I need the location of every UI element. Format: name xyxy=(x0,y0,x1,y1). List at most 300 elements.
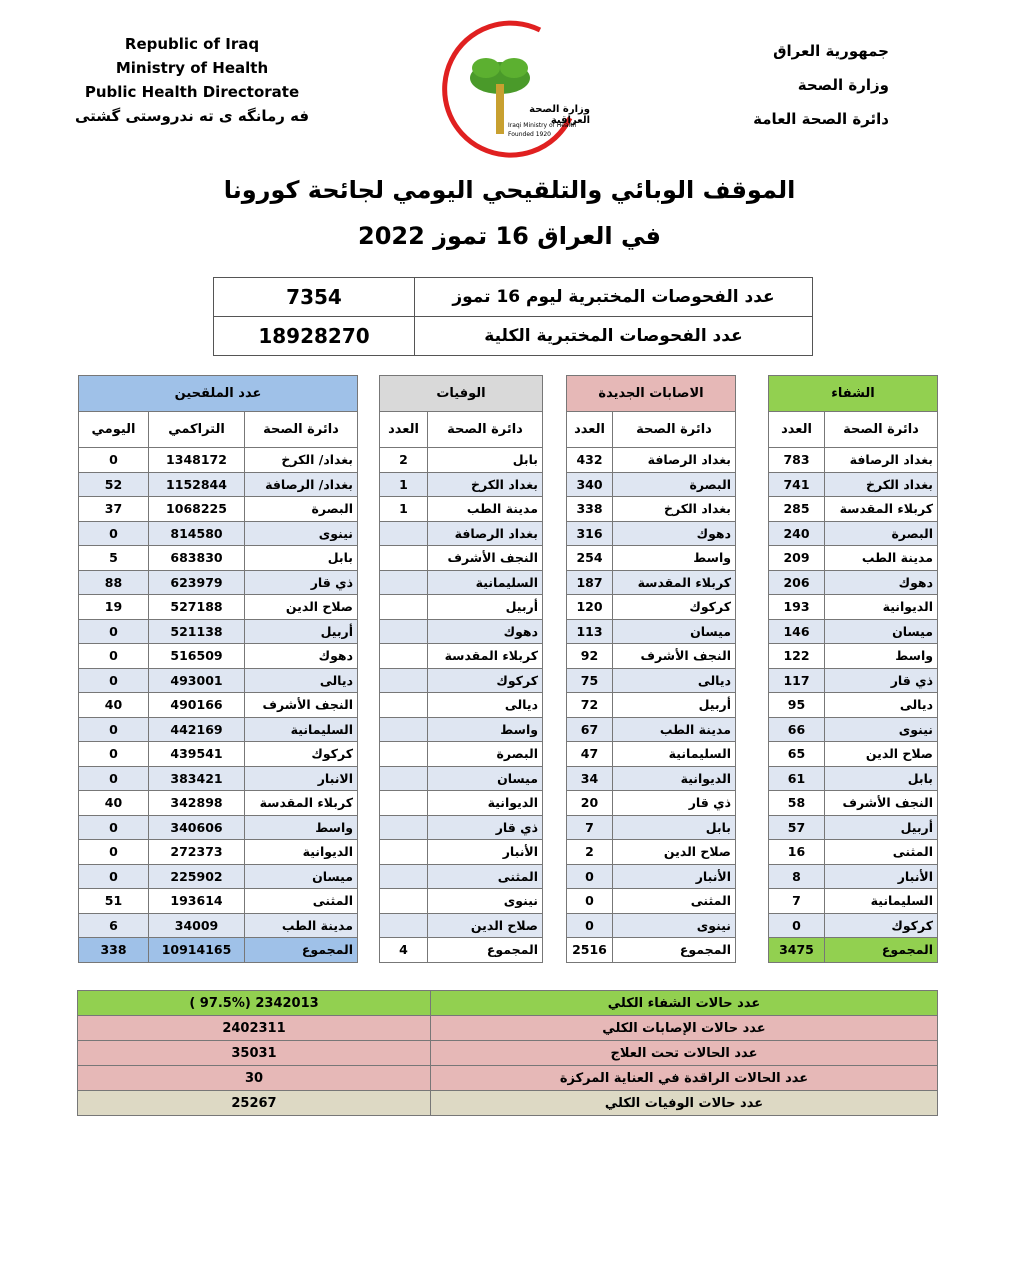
table-row xyxy=(567,840,736,865)
table-row xyxy=(380,717,543,742)
table-row xyxy=(79,668,358,693)
dept-cell: أربيل xyxy=(825,815,938,840)
count-cell: 0 xyxy=(567,913,613,938)
dept-cell: ديالى xyxy=(428,693,543,718)
logo-english: Iraqi Ministry of Health xyxy=(508,122,577,129)
count-cell: 7 xyxy=(769,889,825,914)
count-cell: 1 xyxy=(380,497,428,522)
table-row xyxy=(79,889,358,914)
count-cell: 783 xyxy=(769,448,825,473)
daily-cell: 5 xyxy=(79,546,149,571)
col-count: العدد xyxy=(380,412,428,448)
count-cell: 61 xyxy=(769,766,825,791)
table-row xyxy=(769,521,938,546)
dept-cell: صلاح الدين xyxy=(613,840,736,865)
col-count: العدد xyxy=(567,412,613,448)
count-cell: 122 xyxy=(769,644,825,669)
summary-value: 25267 xyxy=(78,1091,431,1116)
table-row xyxy=(380,619,543,644)
cases-total-value: 2516 xyxy=(567,938,613,963)
deaths-total-value: 4 xyxy=(380,938,428,963)
dept-cell: دهوك xyxy=(613,521,736,546)
table-row xyxy=(79,619,358,644)
daily-tests-label: عدد الفحوصات المختبرية ليوم 16 تموز xyxy=(415,278,813,317)
table-row xyxy=(79,864,358,889)
dept-cell: بغداد الكرخ xyxy=(825,472,938,497)
table-row xyxy=(769,644,938,669)
dept-cell: بغداد الرصافة xyxy=(613,448,736,473)
table-row xyxy=(380,570,543,595)
summary-row xyxy=(78,1041,938,1066)
dept-cell: كركوك xyxy=(428,668,543,693)
vaccinated-total-cum: 10914165 xyxy=(149,938,245,963)
daily-cell: 0 xyxy=(79,668,149,693)
col-count: العدد xyxy=(769,412,825,448)
table-row xyxy=(769,815,938,840)
table-row xyxy=(567,448,736,473)
count-cell: 7 xyxy=(567,815,613,840)
cumulative-cell: 521138 xyxy=(149,619,245,644)
summary-row xyxy=(78,1091,938,1116)
table-row xyxy=(769,791,938,816)
dept-cell: ديالى xyxy=(825,693,938,718)
vaccinated-title: عدد الملقحين xyxy=(79,376,358,412)
table-row xyxy=(380,815,543,840)
table-row xyxy=(380,448,543,473)
dept-cell: دهوك xyxy=(825,570,938,595)
dept-cell: المثنى xyxy=(245,889,358,914)
daily-cell: 19 xyxy=(79,595,149,620)
cumulative-cell: 442169 xyxy=(149,717,245,742)
count-cell xyxy=(380,668,428,693)
dept-cell: كربلاء المقدسة xyxy=(613,570,736,595)
dept-cell: بابل xyxy=(825,766,938,791)
dept-cell: كربلاء المقدسة xyxy=(825,497,938,522)
daily-cell: 0 xyxy=(79,840,149,865)
table-row xyxy=(769,595,938,620)
cumulative-cell: 340606 xyxy=(149,815,245,840)
tests-table xyxy=(213,277,813,356)
table-row xyxy=(79,815,358,840)
count-cell: 67 xyxy=(567,717,613,742)
table-row xyxy=(380,766,543,791)
daily-cell: 0 xyxy=(79,619,149,644)
table-row xyxy=(380,472,543,497)
daily-cell: 40 xyxy=(79,791,149,816)
count-cell: 340 xyxy=(567,472,613,497)
count-cell: 34 xyxy=(567,766,613,791)
page-title: الموقف الوبائي والتلقيحي اليومي لجائحة كورونا xyxy=(223,176,796,204)
count-cell xyxy=(380,766,428,791)
daily-cell: 0 xyxy=(79,864,149,889)
daily-cell: 0 xyxy=(79,815,149,840)
dept-cell: كربلاء المقدسة xyxy=(245,791,358,816)
table-row xyxy=(79,840,358,865)
table-row xyxy=(567,693,736,718)
table-row xyxy=(567,644,736,669)
summary-label: عدد حالات الوفيات الكلي xyxy=(431,1091,938,1116)
dept-cell: بغداد الرصافة xyxy=(825,448,938,473)
cumulative-cell: 439541 xyxy=(149,742,245,767)
count-cell: 0 xyxy=(567,889,613,914)
table-row xyxy=(769,448,938,473)
dept-cell: الديوانية xyxy=(428,791,543,816)
count-cell: 316 xyxy=(567,521,613,546)
dept-cell: صلاح الدين xyxy=(825,742,938,767)
cases-total-label: المجموع xyxy=(613,938,736,963)
dept-cell: الأنبار xyxy=(428,840,543,865)
cumulative-cell: 683830 xyxy=(149,546,245,571)
dept-cell: مدينة الطب xyxy=(825,546,938,571)
count-cell: 432 xyxy=(567,448,613,473)
summary-label: عدد الحالات الراقدة في العناية المركزة xyxy=(431,1066,938,1091)
count-cell xyxy=(380,546,428,571)
table-row xyxy=(567,717,736,742)
col-cum: التراكمي xyxy=(149,412,245,448)
table-row xyxy=(79,766,358,791)
table-row xyxy=(79,472,358,497)
dept-cell: بابل xyxy=(245,546,358,571)
deaths-title: الوفيات xyxy=(380,376,543,412)
daily-cell: 0 xyxy=(79,717,149,742)
table-row xyxy=(567,864,736,889)
table-row xyxy=(79,497,358,522)
count-cell: 193 xyxy=(769,595,825,620)
table-row xyxy=(567,913,736,938)
count-cell: 66 xyxy=(769,717,825,742)
recovery-title: الشفاء xyxy=(769,376,938,412)
daily-cell: 0 xyxy=(79,742,149,767)
dept-cell: النجف الأشرف xyxy=(245,693,358,718)
summary-label: عدد حالات الإصابات الكلي xyxy=(431,1016,938,1041)
dept-cell: ميسان xyxy=(825,619,938,644)
dept-cell: بغداد/ الرصافة xyxy=(245,472,358,497)
table-row xyxy=(79,448,358,473)
table-row xyxy=(769,472,938,497)
dept-cell: نينوى xyxy=(613,913,736,938)
table-row xyxy=(567,791,736,816)
english-line: Republic of Iraq xyxy=(124,35,260,53)
recovery-total-label: المجموع xyxy=(825,938,938,963)
cumulative-cell: 1068225 xyxy=(149,497,245,522)
count-cell: 285 xyxy=(769,497,825,522)
count-cell xyxy=(380,815,428,840)
table-row xyxy=(769,717,938,742)
dept-cell: الديوانية xyxy=(825,595,938,620)
dept-cell: ذي قار xyxy=(613,791,736,816)
deaths-table xyxy=(379,375,543,963)
table-row xyxy=(769,570,938,595)
daily-cell: 6 xyxy=(79,913,149,938)
dept-cell: البصرة xyxy=(825,521,938,546)
table-row xyxy=(79,570,358,595)
count-cell: 187 xyxy=(567,570,613,595)
cumulative-cell: 623979 xyxy=(149,570,245,595)
dept-cell: بغداد الرصافة xyxy=(428,521,543,546)
daily-cell: 51 xyxy=(79,889,149,914)
logo-founded: Founded 1920 xyxy=(508,131,551,138)
dept-cell: نينوى xyxy=(428,889,543,914)
col-dept: دائرة الصحة xyxy=(613,412,736,448)
recovery-table xyxy=(768,375,938,963)
dept-cell: ذي قار xyxy=(825,668,938,693)
dept-cell: ديالى xyxy=(245,668,358,693)
table-row xyxy=(79,742,358,767)
summary-row xyxy=(78,1016,938,1041)
table-row xyxy=(380,693,543,718)
dept-cell: نينوى xyxy=(245,521,358,546)
table-row xyxy=(567,472,736,497)
col-dept: دائرة الصحة xyxy=(428,412,543,448)
count-cell: 2 xyxy=(567,840,613,865)
table-row xyxy=(79,546,358,571)
count-cell: 120 xyxy=(567,595,613,620)
count-cell xyxy=(380,644,428,669)
table-row xyxy=(769,913,938,938)
dept-cell: البصرة xyxy=(245,497,358,522)
dept-cell: بغداد الكرخ xyxy=(428,472,543,497)
count-cell: 65 xyxy=(769,742,825,767)
table-row xyxy=(380,864,543,889)
cumulative-cell: 490166 xyxy=(149,693,245,718)
ministry-logo xyxy=(430,18,590,158)
dept-cell: نينوى xyxy=(825,717,938,742)
daily-tests-value: 7354 xyxy=(214,278,415,317)
daily-cell: 0 xyxy=(79,644,149,669)
dept-cell: كربلاء المقدسة xyxy=(428,644,543,669)
dept-cell: أربيل xyxy=(428,595,543,620)
count-cell: 338 xyxy=(567,497,613,522)
dept-cell: السليمانية xyxy=(613,742,736,767)
daily-cell: 52 xyxy=(79,472,149,497)
summary-value: 2402311 xyxy=(78,1016,431,1041)
count-cell: 113 xyxy=(567,619,613,644)
table-row xyxy=(380,521,543,546)
summary-label: عدد الحالات تحت العلاج xyxy=(431,1041,938,1066)
arabic-line: وزارة الصحة xyxy=(797,76,889,94)
dept-cell: ميسان xyxy=(245,864,358,889)
dept-cell: بغداد/ الكرخ xyxy=(245,448,358,473)
dept-cell: السليمانية xyxy=(825,889,938,914)
count-cell: 206 xyxy=(769,570,825,595)
count-cell xyxy=(380,619,428,644)
summary-row xyxy=(78,991,938,1016)
count-cell xyxy=(380,913,428,938)
table-row xyxy=(79,595,358,620)
table-row xyxy=(769,840,938,865)
count-cell: 209 xyxy=(769,546,825,571)
count-cell: 146 xyxy=(769,619,825,644)
count-cell: 240 xyxy=(769,521,825,546)
table-row xyxy=(380,644,543,669)
table-row xyxy=(79,791,358,816)
count-cell: 58 xyxy=(769,791,825,816)
vaccinated-total-label: المجموع xyxy=(245,938,358,963)
daily-cell: 37 xyxy=(79,497,149,522)
count-cell xyxy=(380,742,428,767)
arabic-line: دائرة الصحة العامة xyxy=(753,110,889,128)
dept-cell: واسط xyxy=(613,546,736,571)
total-tests-label: عدد الفحوصات المختبرية الكلية xyxy=(415,317,813,356)
dept-cell: مدينة الطب xyxy=(428,497,543,522)
dept-cell: صلاح الدين xyxy=(245,595,358,620)
count-cell: 117 xyxy=(769,668,825,693)
table-row xyxy=(769,546,938,571)
total-tests-value: 18928270 xyxy=(214,317,415,356)
col-dept: دائرة الصحة xyxy=(825,412,938,448)
cumulative-cell: 493001 xyxy=(149,668,245,693)
count-cell: 0 xyxy=(567,864,613,889)
dept-cell: النجف الأشرف xyxy=(825,791,938,816)
dept-cell: البصرة xyxy=(428,742,543,767)
dept-cell: الديوانية xyxy=(613,766,736,791)
summary-row xyxy=(78,1066,938,1091)
cumulative-cell: 272373 xyxy=(149,840,245,865)
count-cell xyxy=(380,570,428,595)
dept-cell: مدينة الطب xyxy=(245,913,358,938)
dept-cell: الأنبار xyxy=(613,864,736,889)
deaths-total-label: المجموع xyxy=(428,938,543,963)
table-row xyxy=(567,889,736,914)
summary-table xyxy=(77,990,938,1116)
dept-cell: السليمانية xyxy=(428,570,543,595)
dept-cell: كركوك xyxy=(613,595,736,620)
dept-cell: بغداد الكرخ xyxy=(613,497,736,522)
table-row xyxy=(769,889,938,914)
table-row xyxy=(567,742,736,767)
count-cell: 254 xyxy=(567,546,613,571)
cases-table xyxy=(566,375,736,963)
cumulative-cell: 1348172 xyxy=(149,448,245,473)
table-row xyxy=(567,546,736,571)
table-row xyxy=(79,693,358,718)
arabic-line: جمهورية العراق xyxy=(773,42,889,60)
cumulative-cell: 383421 xyxy=(149,766,245,791)
table-row xyxy=(79,913,358,938)
cumulative-cell: 34009 xyxy=(149,913,245,938)
daily-cell: 88 xyxy=(79,570,149,595)
table-row xyxy=(769,497,938,522)
dept-cell: كركوك xyxy=(245,742,358,767)
table-row xyxy=(567,595,736,620)
count-cell: 0 xyxy=(769,913,825,938)
dept-cell: الأنبار xyxy=(825,864,938,889)
count-cell: 1 xyxy=(380,472,428,497)
table-row xyxy=(769,742,938,767)
count-cell: 20 xyxy=(567,791,613,816)
count-cell xyxy=(380,840,428,865)
dept-cell: أربيل xyxy=(613,693,736,718)
col-dept: دائرة الصحة xyxy=(245,412,358,448)
table-row xyxy=(380,497,543,522)
dept-cell: كركوك xyxy=(825,913,938,938)
dept-cell: بابل xyxy=(428,448,543,473)
count-cell: 75 xyxy=(567,668,613,693)
dept-cell: المثنى xyxy=(825,840,938,865)
dept-cell: دهوك xyxy=(428,619,543,644)
table-row xyxy=(380,889,543,914)
table-row xyxy=(380,742,543,767)
count-cell xyxy=(380,521,428,546)
dept-cell: ديالى xyxy=(613,668,736,693)
cumulative-cell: 342898 xyxy=(149,791,245,816)
table-row xyxy=(79,644,358,669)
kurdish-line: فه رمانگه ى ته ندروستى گشتى xyxy=(74,107,310,125)
dept-cell: مدينة الطب xyxy=(613,717,736,742)
cumulative-cell: 527188 xyxy=(149,595,245,620)
dept-cell: ميسان xyxy=(428,766,543,791)
table-row xyxy=(79,717,358,742)
daily-cell: 0 xyxy=(79,521,149,546)
count-cell xyxy=(380,595,428,620)
dept-cell: المثنى xyxy=(428,864,543,889)
count-cell xyxy=(380,864,428,889)
table-row xyxy=(79,521,358,546)
dept-cell: واسط xyxy=(825,644,938,669)
cumulative-cell: 516509 xyxy=(149,644,245,669)
count-cell xyxy=(380,717,428,742)
table-row xyxy=(380,791,543,816)
dept-cell: السليمانية xyxy=(245,717,358,742)
dept-cell: واسط xyxy=(428,717,543,742)
dept-cell: ذي قار xyxy=(245,570,358,595)
page-subtitle: في العراق 16 تموز 2022 xyxy=(358,222,661,250)
count-cell: 57 xyxy=(769,815,825,840)
table-row xyxy=(769,619,938,644)
english-header xyxy=(62,32,322,128)
table-row xyxy=(567,497,736,522)
count-cell xyxy=(380,693,428,718)
table-row xyxy=(769,693,938,718)
table-row xyxy=(567,570,736,595)
count-cell: 2 xyxy=(380,448,428,473)
col-daily: اليومي xyxy=(79,412,149,448)
summary-label: عدد حالات الشفاء الكلي xyxy=(431,991,938,1016)
table-row xyxy=(567,668,736,693)
count-cell: 16 xyxy=(769,840,825,865)
dept-cell: أربيل xyxy=(245,619,358,644)
dept-cell: بابل xyxy=(613,815,736,840)
count-cell: 95 xyxy=(769,693,825,718)
count-cell xyxy=(380,791,428,816)
dept-cell: ميسان xyxy=(613,619,736,644)
vaccinated-total-daily: 338 xyxy=(79,938,149,963)
count-cell: 741 xyxy=(769,472,825,497)
summary-value: 30 xyxy=(78,1066,431,1091)
count-cell: 8 xyxy=(769,864,825,889)
cumulative-cell: 193614 xyxy=(149,889,245,914)
dept-cell: دهوك xyxy=(245,644,358,669)
count-cell: 72 xyxy=(567,693,613,718)
table-row xyxy=(769,668,938,693)
table-row xyxy=(567,619,736,644)
dept-cell: البصرة xyxy=(613,472,736,497)
table-row xyxy=(380,840,543,865)
daily-cell: 0 xyxy=(79,448,149,473)
table-row xyxy=(380,546,543,571)
dept-cell: الانبار xyxy=(245,766,358,791)
table-row xyxy=(769,766,938,791)
dept-cell: صلاح الدين xyxy=(428,913,543,938)
dept-cell: ذي قار xyxy=(428,815,543,840)
table-row xyxy=(380,668,543,693)
dept-cell: المثنى xyxy=(613,889,736,914)
english-line: Public Health Directorate xyxy=(84,83,300,101)
cumulative-cell: 1152844 xyxy=(149,472,245,497)
table-row xyxy=(769,864,938,889)
dept-cell: الديوانية xyxy=(245,840,358,865)
table-row xyxy=(380,913,543,938)
